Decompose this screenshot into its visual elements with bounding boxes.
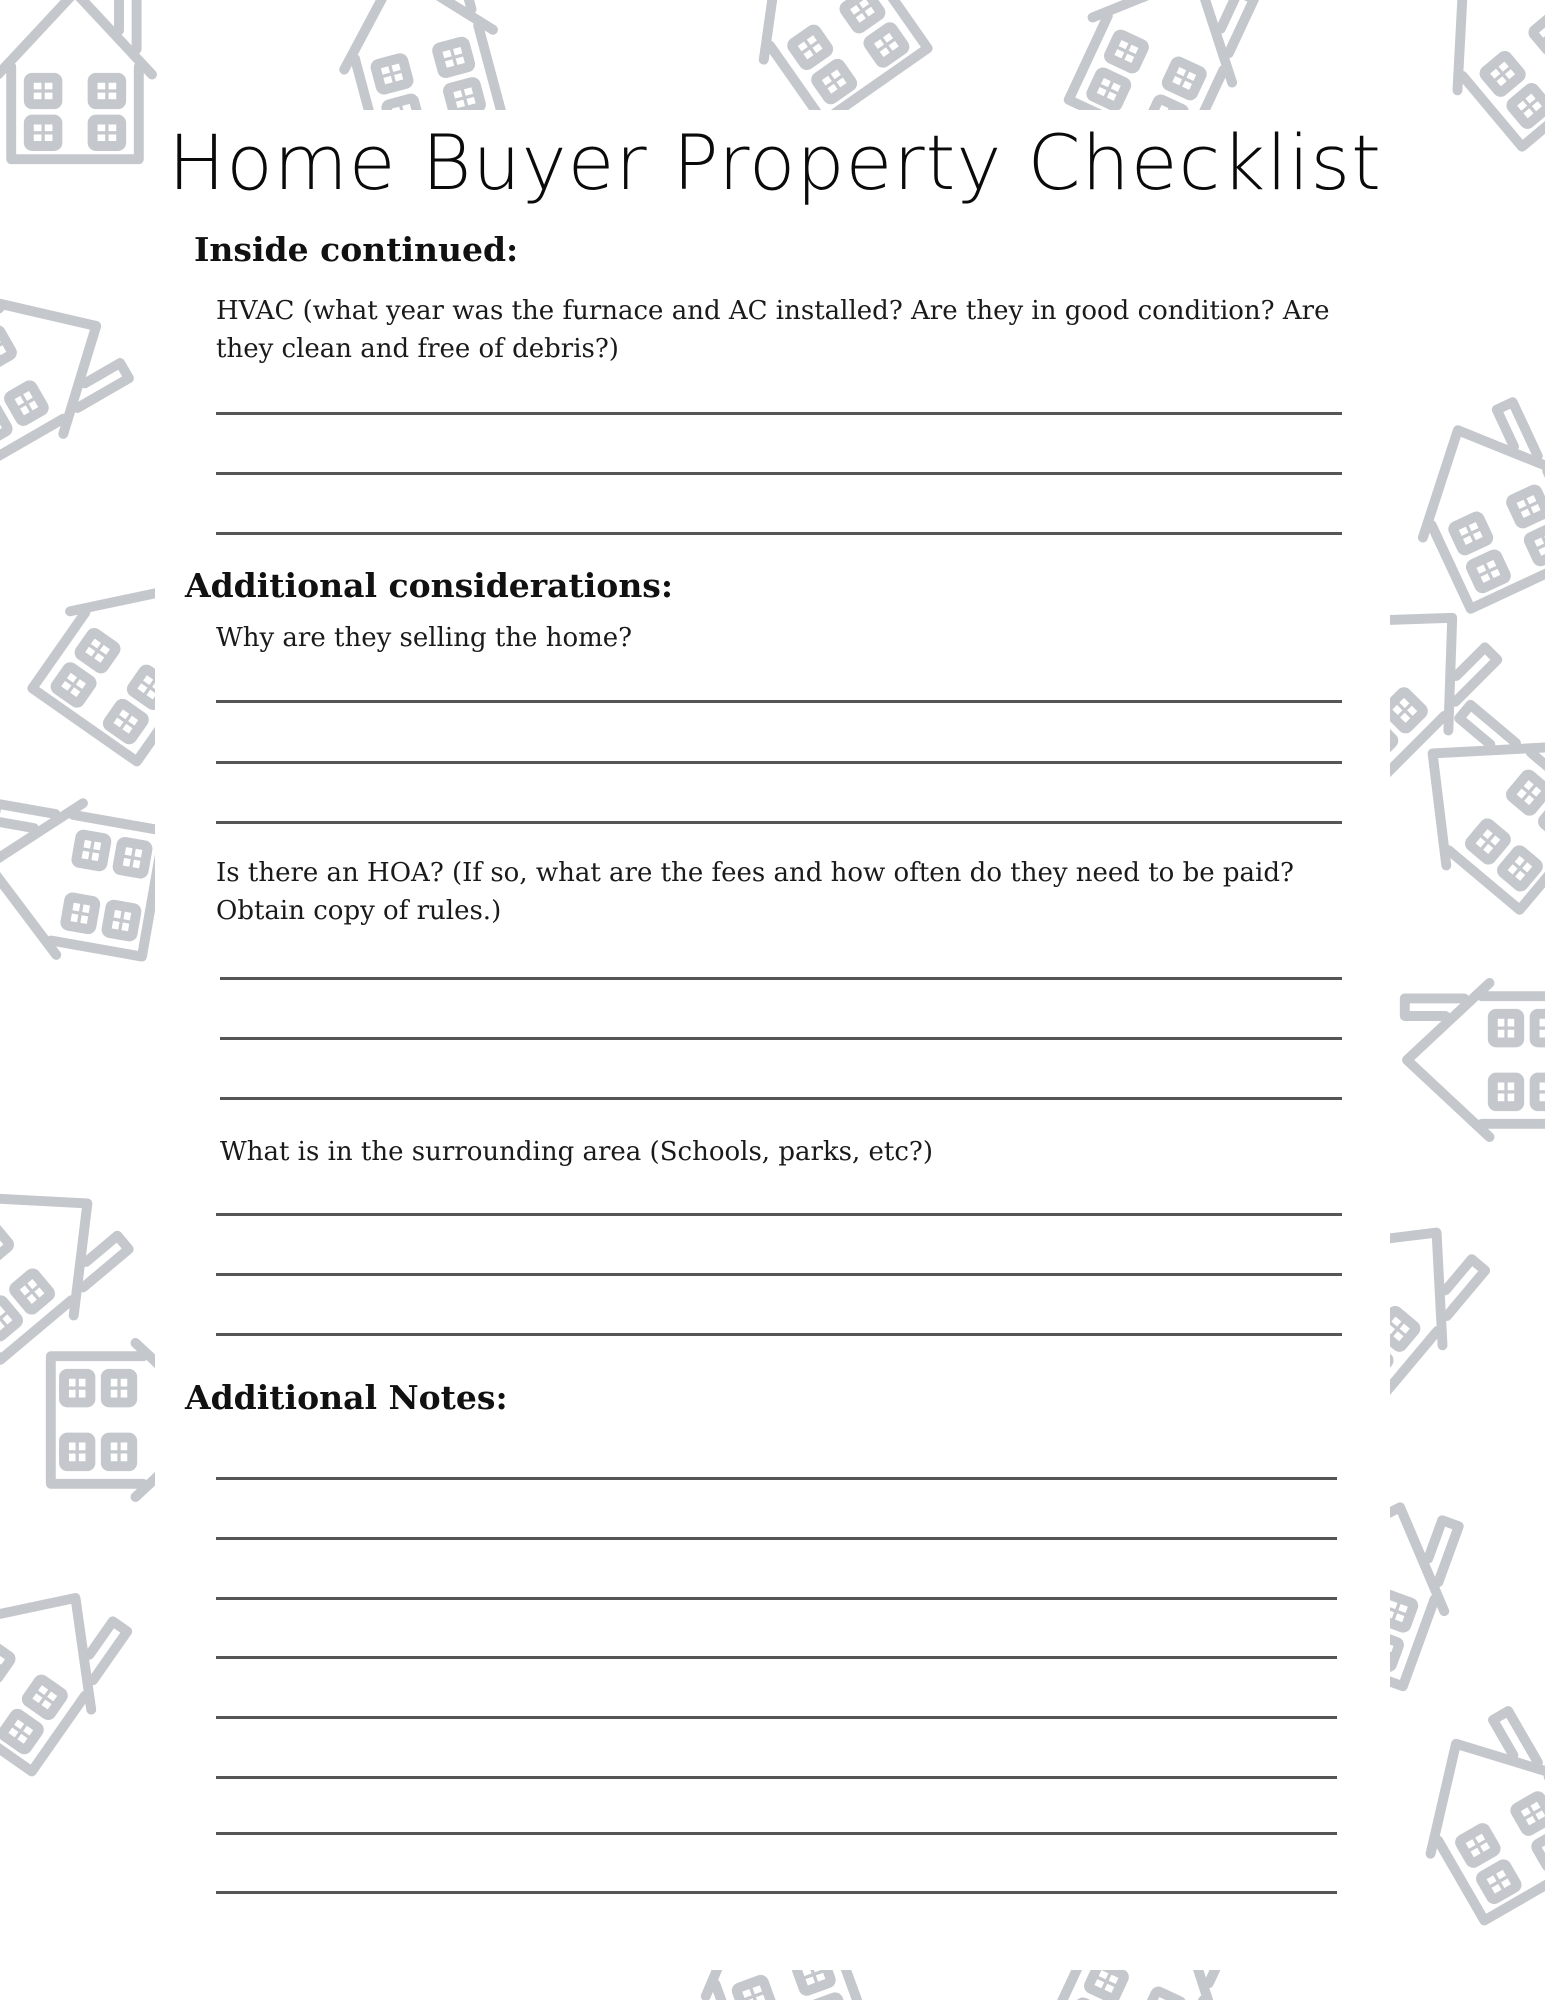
- notes-line-8[interactable]: [216, 1891, 1337, 1894]
- notes-line-5[interactable]: [216, 1716, 1337, 1719]
- area-question: What is in the surrounding area (Schools, parks, etc?): [220, 1137, 933, 1167]
- hoa-question: Is there an HOA? (If so, what are the fees and how often do they need to be paid? Obtain copy of rules.): [216, 858, 1294, 926]
- selling-answer-line-1[interactable]: [216, 700, 1342, 703]
- hvac-answer-line-3[interactable]: [216, 532, 1342, 535]
- selling-question: Why are they selling the home?: [216, 623, 633, 653]
- page-title: Home Buyer Property Checklist: [168, 118, 1382, 207]
- selling-answer-line-3[interactable]: [216, 821, 1342, 824]
- section-heading-additional: Additional considerations:: [185, 566, 674, 605]
- hoa-answer-line-3[interactable]: [220, 1097, 1342, 1100]
- content-panel: [155, 110, 1390, 1970]
- hoa-answer-line-1[interactable]: [220, 977, 1342, 980]
- area-answer-line-1[interactable]: [216, 1213, 1342, 1216]
- notes-line-6[interactable]: [216, 1776, 1337, 1779]
- hoa-answer-line-2[interactable]: [220, 1037, 1342, 1040]
- hvac-answer-line-1[interactable]: [216, 412, 1342, 415]
- section-heading-inside: Inside continued:: [194, 230, 519, 269]
- hvac-question: HVAC (what year was the furnace and AC installed? Are they in good condition? Are they clean and free of debris?): [216, 296, 1330, 364]
- notes-line-3[interactable]: [216, 1597, 1337, 1600]
- notes-line-7[interactable]: [216, 1832, 1337, 1835]
- notes-line-2[interactable]: [216, 1537, 1337, 1540]
- area-answer-line-2[interactable]: [216, 1273, 1342, 1276]
- selling-answer-line-2[interactable]: [216, 761, 1342, 764]
- hvac-answer-line-2[interactable]: [216, 472, 1342, 475]
- section-heading-notes: Additional Notes:: [185, 1378, 508, 1417]
- notes-line-1[interactable]: [216, 1477, 1337, 1480]
- area-answer-line-3[interactable]: [216, 1333, 1342, 1336]
- notes-line-4[interactable]: [216, 1656, 1337, 1659]
